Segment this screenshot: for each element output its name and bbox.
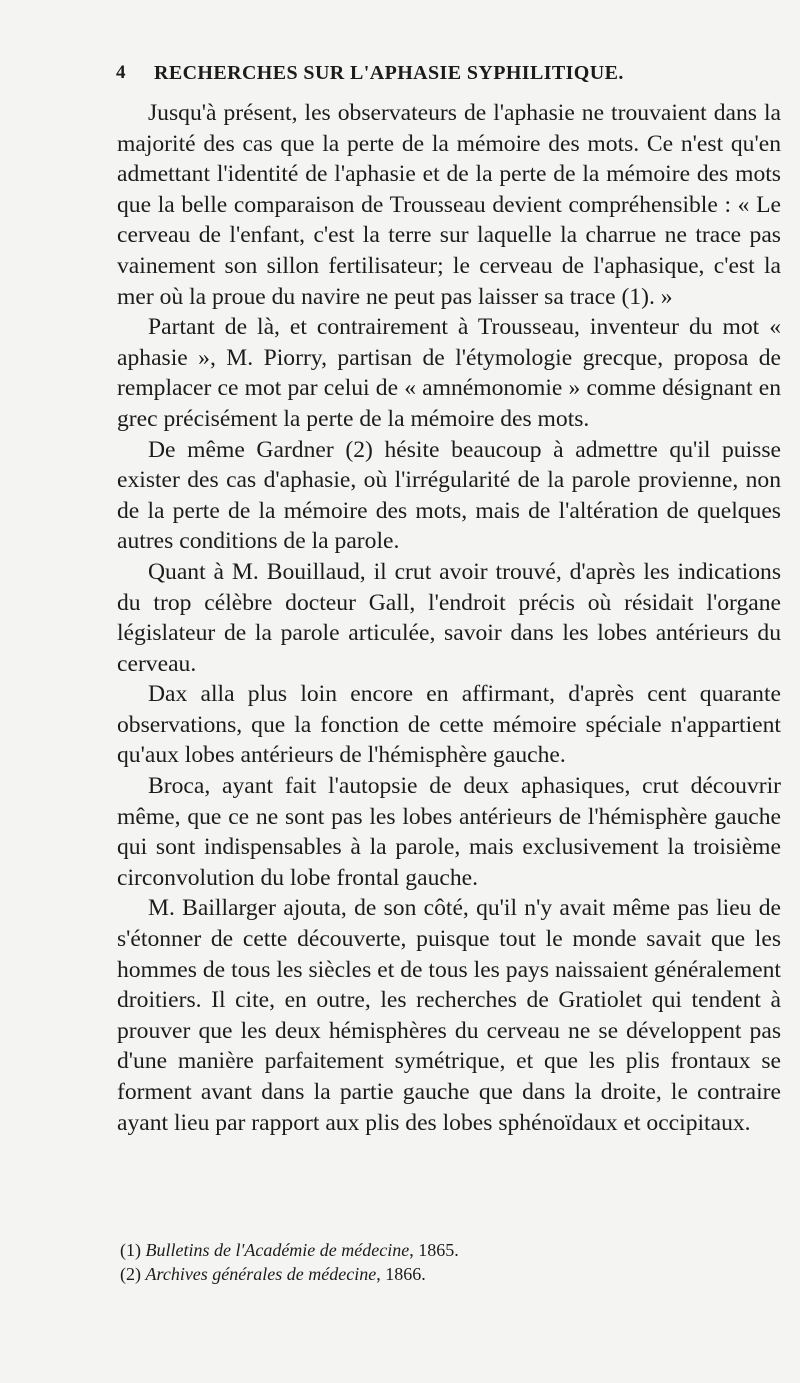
footnote-number: (1) [120,1240,141,1260]
body-text [117,98,781,1138]
page-header [0,62,800,88]
paragraph-1: Jusqu'à présent, les observateurs de l'aphasie ne trouvaient dans la majorité des cas que la perte de la mémoire des mots. Ce n'est qu'en admettant l'identité de l'aphasie et de la perte de la mémoire des mots que la belle comparaison de Trousseau devient compréhensible : « Le cerveau de l'enfant, c'est la terre sur laquelle la charrue ne trace pas vainement son sillon fertilisateur; le cerveau de l'aphasique, c'est la mer où la proue du navire ne peut pas laisser sa trace (1). » [117,100,781,310]
paragraph-5: Dax alla plus loin encore en affirmant, d'après cent quarante observations, que la fonction de cette mémoire spéciale n'appartient qu'aux lobes antérieurs de l'hémisphère gauche. [117,681,781,769]
paragraph-2: Partant de là, et contrairement à Trousseau, inventeur du mot « aphasie », M. Piorry, partisan de l'étymologie grecque, proposa de remplacer ce mot par celui de « amnémonomie » comme désignant en grec précisément la perte de la mémoire des mots. [117,314,781,432]
footnote-year: , 1865. [409,1240,459,1260]
footnote-2 [117,1262,781,1286]
footnote-year: , 1866. [376,1264,426,1284]
footnote-source-title: Bulletins de l'Académie de médecine [145,1240,410,1260]
footnotes [117,1238,781,1286]
paragraph-6: Broca, ayant fait l'autopsie de deux aphasiques, crut découvrir même, que ce ne sont pas les lobes antérieurs de l'hémisphère gauche qui sont indispensables à la parole, mais exclusivement la troisième circonvolution du lobe frontal gauche. [117,773,781,891]
paragraph-4: Quant à M. Bouillaud, il crut avoir trouvé, d'après les indications du trop célèbre docteur Gall, l'endroit précis où résidait l'organe législateur de la parole articulée, savoir dans les lobes antérieurs du cerveau. [117,558,781,677]
footnote-1 [117,1238,781,1262]
footnote-number: (2) [120,1264,141,1284]
page-number: 4 [116,62,126,83]
paragraph-7: M. Baillarger ajouta, de son côté, qu'il n'y avait même pas lieu de s'étonner de cette découverte, puisque tout le monde savait que les hommes de tous les siècles et de tous les pays naissaient généralement droitiers. Il cite, en outre, les recherches de Gratiolet qui tendent à prouver que les deux hémisphères du cerveau ne se développent pas d'une manière parfaitement symétrique, et que les plis frontaux se forment avant dans la partie gauche que dans la droite, le contraire ayant lieu par rapport aux plis des lobes sphénoïdaux et occipitaux. [117,895,781,1136]
running-title: RECHERCHES SUR L'APHASIE SYPHILITIQUE. [154,62,624,84]
footnote-source-title: Archives générales de médecine [145,1264,377,1284]
paragraph-3: De même Gardner (2) hésite beaucoup à admettre qu'il puisse exister des cas d'aphasie, où l'irrégularité de la parole provienne, non de la perte de la mémoire des mots, mais de l'altération de quelques autres conditions de la parole. [117,436,781,555]
